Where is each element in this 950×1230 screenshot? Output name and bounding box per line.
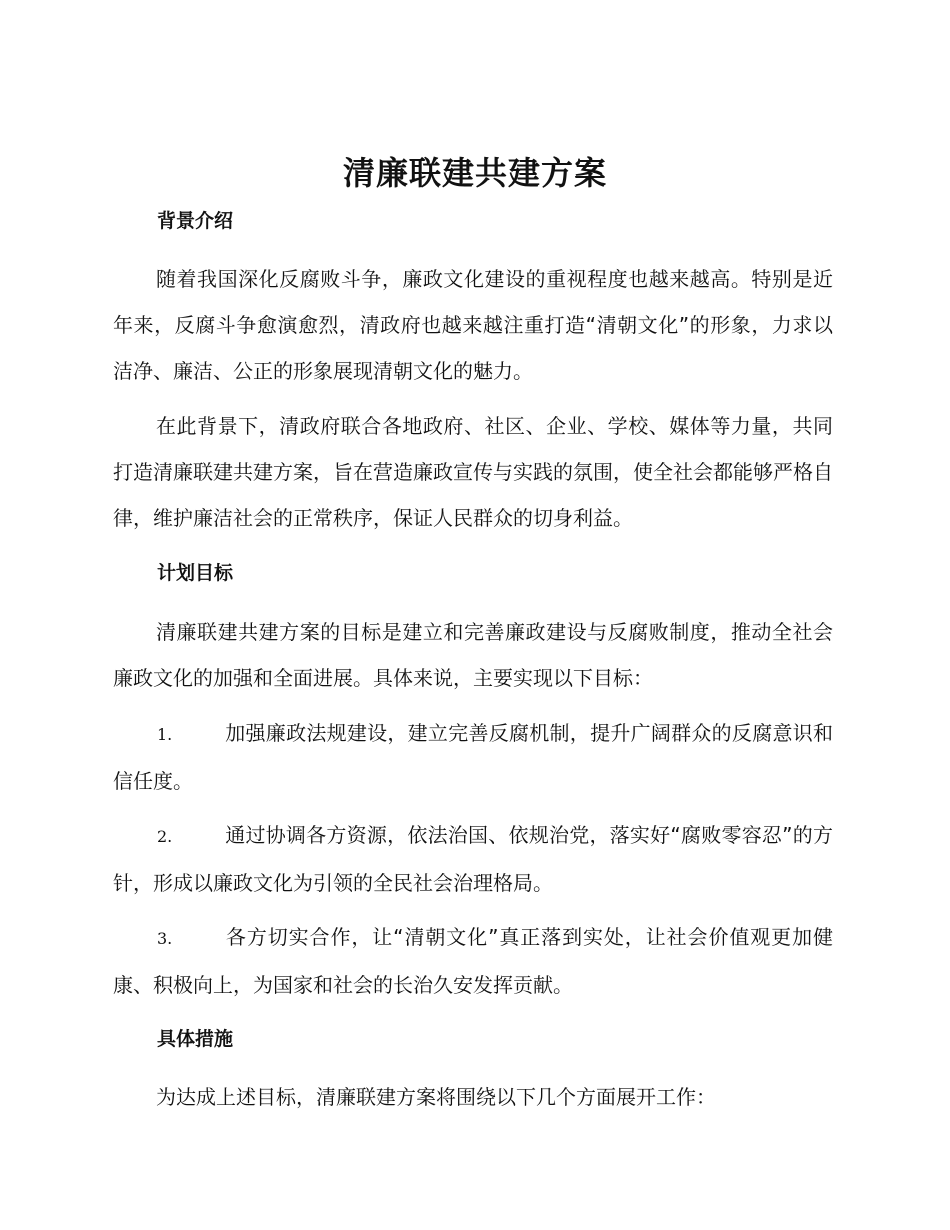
list-item [113, 914, 833, 1008]
paragraph: 在此背景下，清政府联合各地政府、社区、企业、学校、媒体等力量，共同打造清廉联建共建方案，旨在营造廉政宣传与实践的氛围，使全社会都能够严格自律，维护廉洁社会的正常秩序，保证人民群众的切身利益。 [113, 414, 833, 530]
list-item-text: 加强廉政法规建设，建立完善反腐机制，提升广阔群众的反腐意识和信任度。 [113, 721, 833, 793]
document-title: 清廉联建共建方案 [342, 154, 607, 192]
section-heading-goals: 计划目标 [157, 562, 234, 584]
section-heading-background: 背景介绍 [157, 210, 234, 232]
paragraph: 随着我国深化反腐败斗争，廉政文化建设的重视程度也越来越高。特别是近年来，反腐斗争愈演愈烈，清政府也越来越注重打造“清朝文化”的形象，力求以洁净、廉洁、公正的形象展现清朝文化的魅力。 [113, 267, 833, 383]
list-item-text: 通过协调各方资源，依法治国、依规治党，落实好“腐败零容忍”的方针，形成以廉政文化为引领的全民社会治理格局。 [113, 823, 833, 895]
paragraph: 清廉联建共建方案的目标是建立和完善廉政建设与反腐败制度，推动全社会廉政文化的加强和全面进展。具体来说，主要实现以下目标： [113, 620, 833, 690]
list-item-number: 1. [157, 725, 173, 744]
list-item [113, 710, 833, 804]
paragraph: 为达成上述目标，清廉联建方案将围绕以下几个方面展开工作： [156, 1085, 716, 1109]
section-heading-measures: 具体措施 [157, 1028, 234, 1050]
list-item-number: 2. [157, 827, 173, 846]
list-item-number: 3. [157, 929, 173, 948]
list-item [113, 812, 833, 906]
list-item-text: 各方切实合作，让“清朝文化”真正落到实处，让社会价值观更加健康、积极向上，为国家和社会的长治久安发挥贡献。 [113, 925, 833, 997]
